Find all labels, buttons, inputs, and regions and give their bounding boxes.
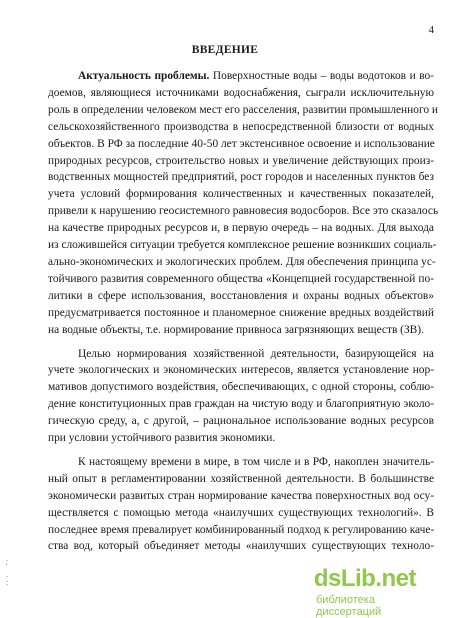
- page-number: 4: [428, 24, 434, 36]
- line-text: сельскохозяйственного производства в непосредственной близости от водных: [48, 120, 434, 133]
- text-line: [48, 271, 434, 288]
- text-line: [48, 379, 434, 396]
- text-line: [48, 346, 434, 363]
- body-text: [48, 68, 439, 555]
- text-line: [48, 136, 434, 153]
- line-text: доемов, являющиеся источниками водоснабжения, сыграли исключительную: [48, 86, 434, 99]
- watermark-logo: dsLib.net: [313, 565, 416, 592]
- text-line: [48, 102, 438, 119]
- line-text: при условии устойчивого развития экономики.: [48, 432, 276, 445]
- text-line: [48, 322, 434, 339]
- text-line: [48, 68, 434, 85]
- line-text: на качестве природных ресурсов и, в первую очередь – на водных. Для выхода: [48, 222, 434, 235]
- text-line: [48, 305, 434, 322]
- watermark-subtitle: библиотека диссертаций: [316, 594, 382, 618]
- line-text: последнее время превалирует комбинированный подход к регулированию каче-: [48, 523, 435, 536]
- line-text: гическую среду, а, с другой, – рациональное использование водных ресурсов: [48, 415, 434, 428]
- line-text: водственных мощностей предприятий, рост городов и населенных пунктов без: [48, 171, 434, 184]
- text-line: [48, 538, 434, 555]
- text-line: [48, 362, 434, 379]
- line-text: роль в определении человеком мест его расселения, развитии промышленного и: [48, 103, 438, 116]
- line-text: объектов. В РФ за последние 40-50 лет экстенсивное освоение и использование: [48, 137, 435, 150]
- bold-lead-phrase: Актуальность проблемы.: [78, 70, 210, 82]
- line-text: мативов допустимого воздействия, обеспечивающих, с одной стороны, соблю-: [48, 381, 434, 394]
- line-text: К настоящему времени в мире, в том числе и в РФ, накоплен значитель-: [78, 455, 434, 468]
- line-text: из сложившейся ситуации требуется комплексное решение возникших социаль-: [48, 239, 437, 252]
- line-text: ный опыт в регламентировании хозяйственной деятельности. В большинстве: [48, 472, 434, 485]
- text-line: [48, 505, 434, 522]
- text-line: [48, 186, 434, 203]
- paragraph-gap: [48, 447, 434, 454]
- line-text: Целью нормирования хозяйственной деятельности, базирующейся на: [78, 347, 434, 360]
- line-text: тойчивого развития современного общества «Концепцией государственной по-: [48, 272, 434, 285]
- line-text: на водные объекты, т.е. нормирование привноса загрязняющих веществ (ЗВ).: [48, 323, 424, 336]
- line-text: учета условий формирования количественных и качественных показателей,: [48, 188, 434, 201]
- text-line: [48, 119, 434, 136]
- margin-scan-marks: . ' . :: [6, 554, 9, 587]
- text-line: [48, 85, 434, 102]
- line-text: литики в сфере использования, восстановления и охраны водных объектов»: [48, 289, 434, 302]
- line-text: ществляется с помощью метода «наилучших существующих технологий». В: [48, 506, 434, 519]
- section-heading: ВВЕДЕНИЕ: [191, 44, 259, 56]
- text-line: [48, 413, 434, 430]
- line-text: предусматривается постоянное и планомерное снижение вредных воздействий: [48, 306, 434, 319]
- text-line: [48, 454, 434, 471]
- line-text: экономически развитых стран нормирование качества поверхностных вод осу-: [48, 489, 434, 502]
- text-line: [48, 522, 434, 539]
- line-text: Поверхностные воды – воды водотоков и во-: [209, 70, 434, 82]
- line-text: учете экологических и экономических интересов, является установление нор-: [48, 364, 434, 377]
- text-line: [48, 254, 434, 271]
- text-line: [48, 430, 434, 447]
- text-line: [48, 396, 434, 413]
- line-text: привели к нарушению геосистемного равновесия водосборов. Все это сказалось: [48, 205, 439, 218]
- paragraph-gap: [48, 339, 434, 346]
- text-line: [48, 288, 434, 305]
- text-line: [48, 203, 439, 220]
- text-line: [48, 220, 434, 237]
- text-line: [48, 153, 434, 170]
- text-line: [48, 471, 434, 488]
- line-text: ства вод, который объединяет методы «наилучших существующих техноло-: [48, 540, 434, 553]
- line-text: природных ресурсов, строительство новых и увеличение действующих произ-: [48, 154, 434, 167]
- line-text: ально-экономических и экологических проблем. Для обеспечения принципа ус-: [48, 255, 436, 268]
- text-line: [48, 237, 437, 254]
- watermark: [313, 565, 436, 618]
- line-text: дение конституционных прав граждан на чистую воду и благоприятную эколо-: [48, 398, 434, 411]
- text-line: [48, 169, 434, 186]
- text-line: [48, 488, 434, 505]
